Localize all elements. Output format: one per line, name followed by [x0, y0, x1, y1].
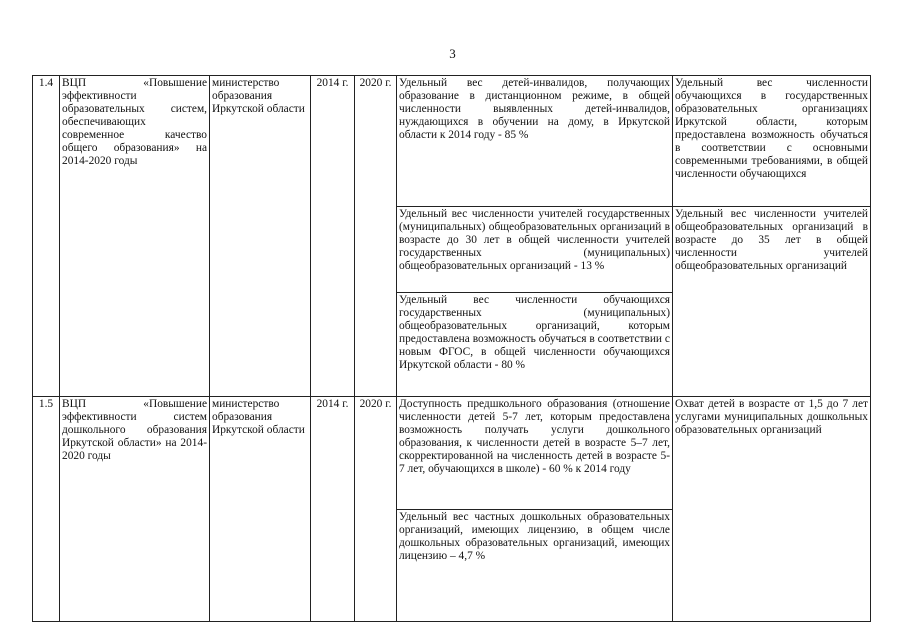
result-indicator: Удельный вес частных дошкольных образовательных организаций, имеющих лицензию, в общем числе дошкольных образовательных организаций, имеющих лицензию – 4,7 %: [397, 510, 673, 622]
result-indicator: Удельный вес численности обучающихся государственных (муниципальных) общеобразовательных организаций, которым предоставлена возможность обучаться в соответствии с новым ФГОС, в общей численности обучающихся Иркутской области - 80 %: [397, 293, 673, 397]
target-indicator: Удельный вес численности обучающихся в государственных образовательных организациях Иркутской области, которым предоставлена возможность обучаться в соответствии с основными современными требованиями, в общей численности обучающихся: [673, 76, 871, 207]
table-row: [33, 76, 871, 207]
executor: министерство образования Иркутской области: [210, 397, 311, 622]
result-indicator: Доступность предшкольного образования (отношение численности детей 5-7 лет, которым предоставлена возможность получать услуги дошкольного образования, к численности детей в возрасте 5–7 лет, скорректированной на численность детей в возрасте 5-7 лет, обучающихся в школе) - 60 % к 2014 году: [397, 397, 673, 510]
result-indicator: Удельный вес детей-инвалидов, получающих образование в дистанционном режиме, в общей численности выявленных детей-инвалидов, нуждающихся в обучении на дому, в Иркутской области к 2014 году - 85 %: [397, 76, 673, 207]
program-name: ВЦП «Повышение эффективности систем дошкольного образования Иркутской области» на 2014-2020 годы: [60, 397, 210, 622]
year-end: 2020 г.: [355, 397, 397, 622]
year-start: 2014 г.: [311, 76, 355, 397]
year-end: 2020 г.: [355, 76, 397, 397]
target-indicator: Охват детей в возрасте от 1,5 до 7 лет услугами муниципальных дошкольных образовательных организаций: [673, 397, 871, 622]
programs-table: [32, 75, 871, 622]
row-number: 1.4: [33, 76, 60, 397]
target-indicator: Удельный вес численности учителей общеобразовательных организаций в возрасте до 35 лет в общей численности учителей общеобразовательных организаций: [673, 207, 871, 397]
row-number: 1.5: [33, 397, 60, 622]
result-indicator: Удельный вес численности учителей государственных (муниципальных) общеобразовательных организаций в возрасте до 30 лет в общей численности учителей государственных (муниципальных) общеобразовательных организаций - 13 %: [397, 207, 673, 293]
year-start: 2014 г.: [311, 397, 355, 622]
page-number: 3: [449, 46, 456, 61]
executor: министерство образования Иркутской области: [210, 76, 311, 397]
table-row: [33, 397, 871, 510]
program-name: ВЦП «Повышение эффективности образовательных систем, обеспечивающих современное качество общего образования» на 2014-2020 годы: [60, 76, 210, 397]
